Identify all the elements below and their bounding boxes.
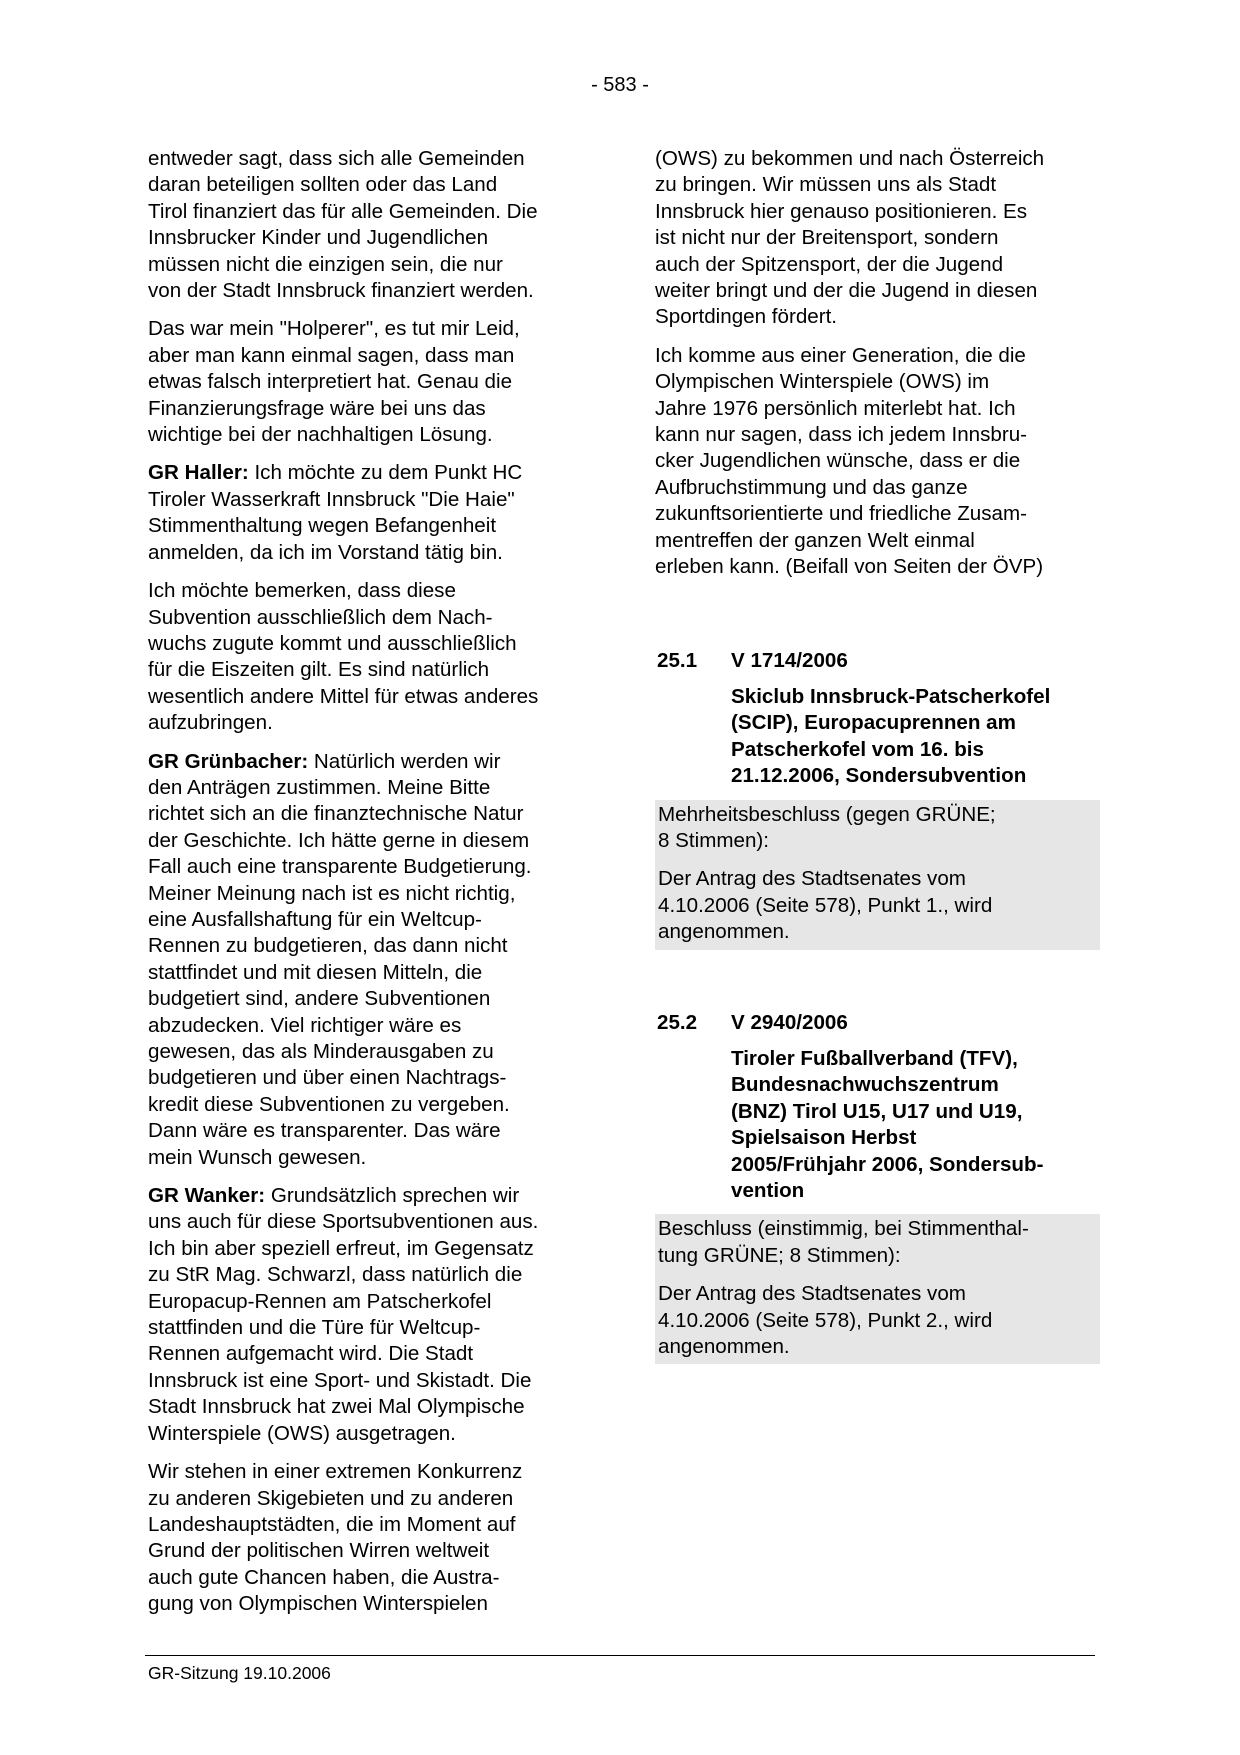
text-line: erleben kann. (Beifall von Seiten der ÖVP) bbox=[655, 555, 1044, 579]
decision-text bbox=[658, 1216, 1098, 1269]
decision-text bbox=[658, 802, 1098, 855]
paragraph bbox=[148, 316, 593, 448]
text-line: zu bringen. Wir müssen uns als Stadt bbox=[655, 173, 997, 197]
text-line: gung von Olympischen Winterspielen bbox=[148, 1592, 488, 1616]
text-line: Winterspiele (OWS) ausgetragen. bbox=[148, 1421, 456, 1445]
agenda-item-25-2 bbox=[655, 1010, 1100, 1364]
item-heading bbox=[655, 1010, 1100, 1036]
text-line: Tirol finanziert das für alle Gemeinden. Die bbox=[148, 199, 538, 223]
text-line: (OWS) zu bekommen und nach Österreich bbox=[655, 147, 1045, 170]
text-line: Meiner Meinung nach ist es nicht richtig, bbox=[148, 881, 516, 905]
text-line: aber man kann einmal sagen, dass man bbox=[148, 343, 515, 367]
text-line: Fall auch eine transparente Budgetierung. bbox=[148, 855, 532, 879]
text-line: angenommen. bbox=[658, 1335, 790, 1359]
text-line: Tiroler Wasserkraft Innsbruck "Die Haie" bbox=[148, 487, 515, 511]
text-line: (SCIP), Europacuprennen am bbox=[731, 711, 1016, 735]
text-line: von der Stadt Innsbruck finanziert werden. bbox=[148, 279, 534, 303]
text-line: Ich möchte bemerken, dass diese bbox=[148, 579, 456, 603]
speaker-name: GR Haller: bbox=[148, 461, 249, 485]
text-line: Innsbruck hier genauso positionieren. Es bbox=[655, 199, 1028, 223]
item-heading bbox=[655, 648, 1100, 674]
text-line: ist nicht nur der Breitensport, sondern bbox=[655, 226, 999, 250]
text-line: 21.12.2006, Sondersubvention bbox=[731, 764, 1027, 788]
text-line: uns auch für diese Sportsubventionen aus. bbox=[148, 1210, 539, 1234]
text-line: Der Antrag des Stadtsenates vom bbox=[658, 867, 966, 891]
text-line: Landeshauptstädten, die im Moment auf bbox=[148, 1512, 516, 1536]
text-line: (BNZ) Tirol U15, U17 und U19, bbox=[731, 1099, 1023, 1123]
text-line: Ich komme aus einer Generation, die die bbox=[655, 343, 1026, 367]
speaker-name: GR Grünbacher: bbox=[148, 749, 309, 773]
text-line: wichtige bei der nachhaltigen Lösung. bbox=[148, 423, 493, 447]
text-line: budgetiert sind, andere Subventionen bbox=[148, 987, 491, 1011]
text-line: Skiclub Innsbruck-Patscherkofel bbox=[731, 685, 1051, 708]
text-line: Europacup-Rennen am Patscherkofel bbox=[148, 1289, 492, 1313]
text-line: stattfinden und die Türe für Weltcup- bbox=[148, 1316, 481, 1340]
text-line: stattfindet und mit diesen Mitteln, die bbox=[148, 960, 483, 984]
text-line: mentreffen der ganzen Welt einmal bbox=[655, 528, 975, 552]
text-line: eine Ausfallshaftung für ein Weltcup- bbox=[148, 907, 482, 931]
text-line: Aufbruchstimmung und das ganze bbox=[655, 475, 968, 499]
text-line: vention bbox=[731, 1179, 805, 1203]
paragraph bbox=[655, 343, 1100, 581]
text-line: 2005/Frühjahr 2006, Sondersub- bbox=[731, 1152, 1044, 1176]
item-number: 25.1 bbox=[657, 649, 698, 672]
text-line: Ich bin aber speziell erfreut, im Gegensatz bbox=[148, 1236, 534, 1260]
text-line: 4.10.2006 (Seite 578), Punkt 2., wird bbox=[658, 1308, 993, 1332]
text-line: entweder sagt, dass sich alle Gemeinden bbox=[148, 147, 525, 170]
text-line: Rennen aufgemacht wird. Die Stadt bbox=[148, 1342, 474, 1366]
text-line: wuchs zugute kommt und ausschließlich bbox=[148, 631, 517, 655]
item-reference: V 1714/2006 bbox=[731, 649, 848, 672]
agenda-item-25-1 bbox=[655, 648, 1100, 950]
text-line: auch gute Chancen haben, die Austra- bbox=[148, 1565, 500, 1589]
text-line: für die Eiszeiten gilt. Es sind natürlich bbox=[148, 658, 490, 682]
text-line: auch der Spitzensport, der die Jugend bbox=[655, 252, 1004, 276]
text-line: Finanzierungsfrage wäre bei uns das bbox=[148, 396, 486, 420]
text-line bbox=[148, 1183, 593, 1209]
text-line: angenommen. bbox=[658, 920, 790, 944]
text-line: Sportdingen fördert. bbox=[655, 305, 838, 329]
resolution-text bbox=[658, 866, 1098, 945]
text-line bbox=[148, 749, 593, 775]
text-line: Wir stehen in einer extremen Konkurrenz bbox=[148, 1460, 523, 1484]
right-column bbox=[655, 146, 1100, 593]
text-line: den Anträgen zustimmen. Meine Bitte bbox=[148, 775, 491, 799]
resolution-box bbox=[655, 800, 1100, 950]
text-line: 4.10.2006 (Seite 578), Punkt 1., wird bbox=[658, 893, 993, 917]
paragraph bbox=[655, 146, 1100, 331]
text-line: gewesen, das als Minderausgaben zu bbox=[148, 1040, 494, 1063]
text-line: Dann wäre es transparenter. Das wäre bbox=[148, 1119, 501, 1143]
text-line: tung GRÜNE; 8 Stimmen): bbox=[658, 1243, 901, 1267]
text-fragment: Natürlich werden wir bbox=[308, 749, 501, 773]
text-line: Stimmenthaltung wegen Befangenheit bbox=[148, 514, 497, 538]
text-line: zukunftsorientierte und friedliche Zusam- bbox=[655, 502, 1028, 526]
text-line: zu anderen Skigebieten und zu anderen bbox=[148, 1486, 514, 1510]
page-number: - 583 - bbox=[591, 74, 649, 96]
text-line: Rennen zu budgetieren, das dann nicht bbox=[148, 934, 508, 958]
text-line: Stadt Innsbruck hat zwei Mal Olympische bbox=[148, 1395, 525, 1419]
text-line: Subvention ausschließlich dem Nach- bbox=[148, 605, 493, 629]
text-line: mein Wunsch gewesen. bbox=[148, 1145, 367, 1169]
speaker-name: GR Wanker: bbox=[148, 1184, 266, 1208]
speech-haller bbox=[148, 460, 593, 566]
paragraph bbox=[148, 1459, 593, 1617]
paragraph bbox=[148, 146, 593, 304]
text-fragment: Grundsätzlich sprechen wir bbox=[265, 1184, 520, 1208]
item-number: 25.2 bbox=[657, 1011, 698, 1034]
text-line: Grund der politischen Wirren weltweit bbox=[148, 1539, 490, 1563]
item-title bbox=[731, 1046, 1100, 1204]
paragraph bbox=[148, 578, 593, 736]
text-line: müssen nicht die einzigen sein, die nur bbox=[148, 252, 503, 276]
text-line: Das war mein "Holperer", es tut mir Leid, bbox=[148, 317, 520, 341]
text-line: daran beteiligen sollten oder das Land bbox=[148, 173, 498, 197]
text-line: weiter bringt und der die Jugend in diesen bbox=[655, 279, 1038, 303]
text-line: budgetieren und über einen Nachtrags- bbox=[148, 1066, 507, 1090]
text-line: Jahre 1976 persönlich miterlebt hat. Ich bbox=[655, 396, 1016, 420]
text-line: Innsbruck ist eine Sport- und Skistadt. Die bbox=[148, 1368, 532, 1392]
speech-wanker bbox=[148, 1183, 593, 1447]
text-line: richtet sich an die finanztechnische Natur bbox=[148, 802, 524, 826]
text-line: cker Jugendlichen wünsche, dass er die bbox=[655, 449, 1021, 473]
footer-divider bbox=[145, 1655, 1095, 1656]
speech-gruenbacher bbox=[148, 749, 593, 1172]
text-line: Innsbrucker Kinder und Jugendlichen bbox=[148, 226, 489, 250]
text-line: 8 Stimmen): bbox=[658, 829, 770, 853]
item-title bbox=[731, 684, 1100, 790]
item-reference: V 2940/2006 bbox=[731, 1011, 848, 1034]
text-line: Spielsaison Herbst bbox=[731, 1126, 917, 1150]
text-line: kann nur sagen, dass ich jedem Innsbru- bbox=[655, 423, 1028, 447]
text-line: kredit diese Subventionen zu vergeben. bbox=[148, 1092, 510, 1116]
text-line: Tiroler Fußballverband (TFV), bbox=[731, 1047, 1018, 1070]
text-line: Bundesnachwuchszentrum bbox=[731, 1073, 999, 1097]
text-line: anmelden, da ich im Vorstand tätig bin. bbox=[148, 540, 503, 564]
text-line: Beschluss (einstimmig, bei Stimmenthal- bbox=[658, 1217, 1029, 1241]
text-line: Patscherkofel vom 16. bis bbox=[731, 737, 984, 761]
resolution-box bbox=[655, 1214, 1100, 1364]
text-line: Der Antrag des Stadtsenates vom bbox=[658, 1282, 966, 1306]
text-fragment: Ich möchte zu dem Punkt HC bbox=[248, 461, 523, 485]
text-line: aufzubringen. bbox=[148, 711, 273, 735]
text-line: der Geschichte. Ich hätte gerne in diesem bbox=[148, 828, 530, 852]
text-line: abzudecken. Viel richtiger wäre es bbox=[148, 1013, 462, 1037]
text-line: Mehrheitsbeschluss (gegen GRÜNE; bbox=[658, 802, 996, 826]
left-column bbox=[148, 146, 593, 1630]
text-line: zu StR Mag. Schwarzl, dass natürlich die bbox=[148, 1263, 523, 1287]
text-line: Olympischen Winterspiele (OWS) im bbox=[655, 370, 990, 394]
resolution-text bbox=[658, 1281, 1098, 1360]
text-line: etwas falsch interpretiert hat. Genau die bbox=[148, 370, 513, 394]
text-line: wesentlich andere Mittel für etwas anderes bbox=[148, 684, 539, 708]
text-line bbox=[148, 460, 593, 486]
footer-session-date: GR-Sitzung 19.10.2006 bbox=[148, 1663, 331, 1683]
